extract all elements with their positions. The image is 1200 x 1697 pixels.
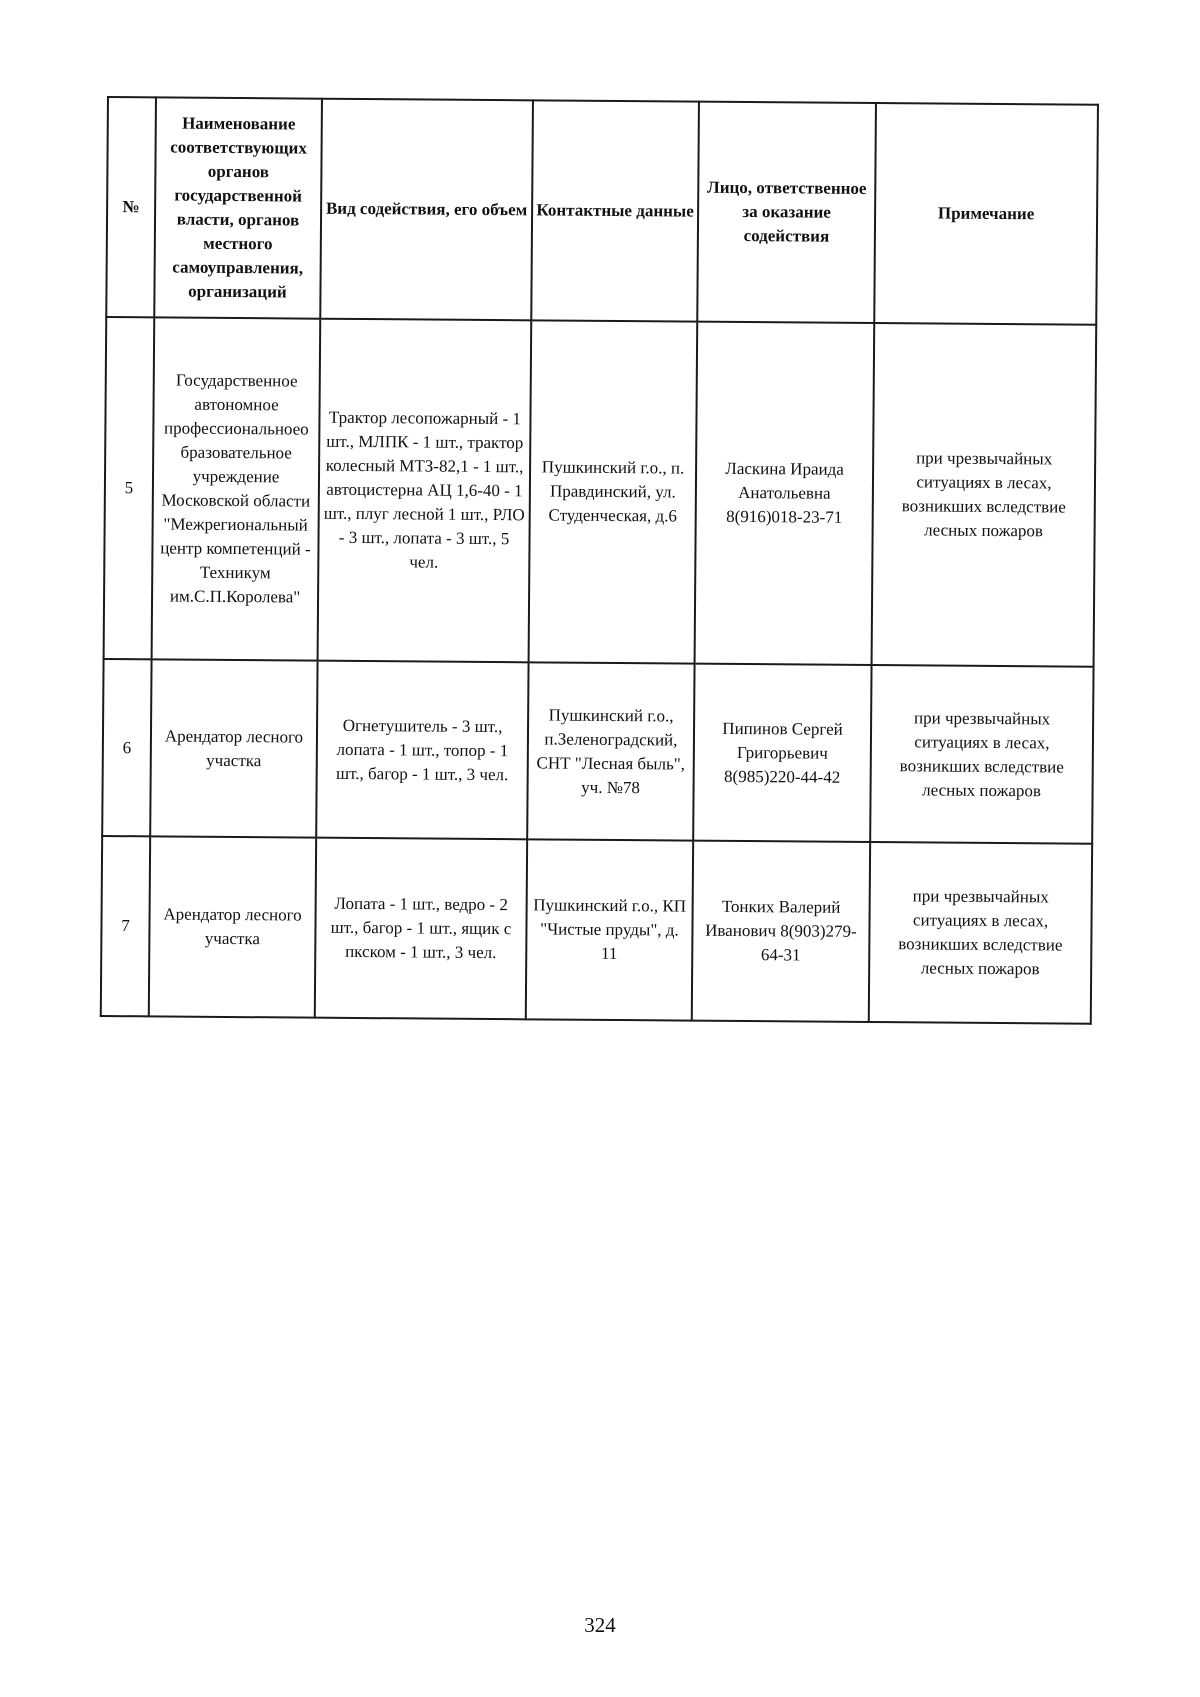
organization-cell: Арендатор лесного участка <box>150 659 317 837</box>
organization-cell: Арендатор лесного участка <box>149 836 316 1017</box>
contacts-cell: Пушкинский г.о., п. Правдинский, ул. Студенческая, д.6 <box>529 320 698 663</box>
assistance-cell: Трактор лесопожарный - 1 шт., МЛПК - 1 шт., трактор колесный МТЗ-82,1 - 1 шт., автоцистерна АЦ 1,6-40 - 1 шт., плуг лесной 1 шт., РЛО - 3 шт., лопата - 3 шт., 5 чел. <box>318 319 532 663</box>
header-responsible-person: Лицо, ответственное за оказание содействия <box>697 102 876 323</box>
organization-cell: Государственное автономное профессиональноео бразовательное учреждение Московской области "Межрегиональный центр компетенций - Техникум им.С.П.Королева" <box>152 317 321 660</box>
person-cell: Пипинов Сергей Григорьевич 8(985)220-44-42 <box>693 664 871 842</box>
document-page <box>100 96 1097 1025</box>
header-assistance-type: Вид содействия, его объем <box>320 99 533 321</box>
page-number: 324 <box>584 1613 616 1637</box>
header-note: Примечание <box>874 103 1098 325</box>
row-number: 5 <box>104 317 155 659</box>
person-cell: Ласкина Ираида Анатольевна 8(916)018-23-71 <box>695 322 875 665</box>
row-number: 7 <box>101 836 150 1016</box>
person-cell: Тонких Валерий Иванович 8(903)279-64-31 <box>692 841 870 1022</box>
note-cell: при чрезвычайных ситуациях в лесах, возникших вследствие лесных пожаров <box>869 842 1092 1024</box>
row-number: 6 <box>102 659 151 836</box>
header-contacts: Контактные данные <box>531 100 699 321</box>
table-row <box>101 836 1092 1024</box>
assistance-table <box>100 96 1099 1025</box>
table-row <box>104 317 1097 667</box>
note-cell: при чрезвычайных ситуациях в лесах, возникших вследствие лесных пожаров <box>872 323 1097 667</box>
assistance-cell: Огнетушитель - 3 шт., лопата - 1 шт., топор - 1 шт., багор - 1 шт., 3 чел. <box>316 661 528 840</box>
assistance-cell: Лопата - 1 шт., ведро - 2 шт., багор - 1 шт., ящик с пкском - 1 шт., 3 чел. <box>315 838 527 1020</box>
contacts-cell: Пушкинский г.о., п.Зеленоградский, СНТ "Лесная быль", уч. №78 <box>527 662 694 840</box>
table-row <box>102 659 1093 844</box>
header-organization: Наименование соответствующих органов государственной власти, органов местного самоуправления, организаций <box>154 97 322 318</box>
note-cell: при чрезвычайных ситуациях в лесах, возникших вследствие лесных пожаров <box>870 665 1093 844</box>
header-number: № <box>106 97 156 317</box>
table-header-row <box>106 97 1098 325</box>
contacts-cell: Пушкинский г.о., КП "Чистые пруды", д. 11 <box>526 839 693 1020</box>
